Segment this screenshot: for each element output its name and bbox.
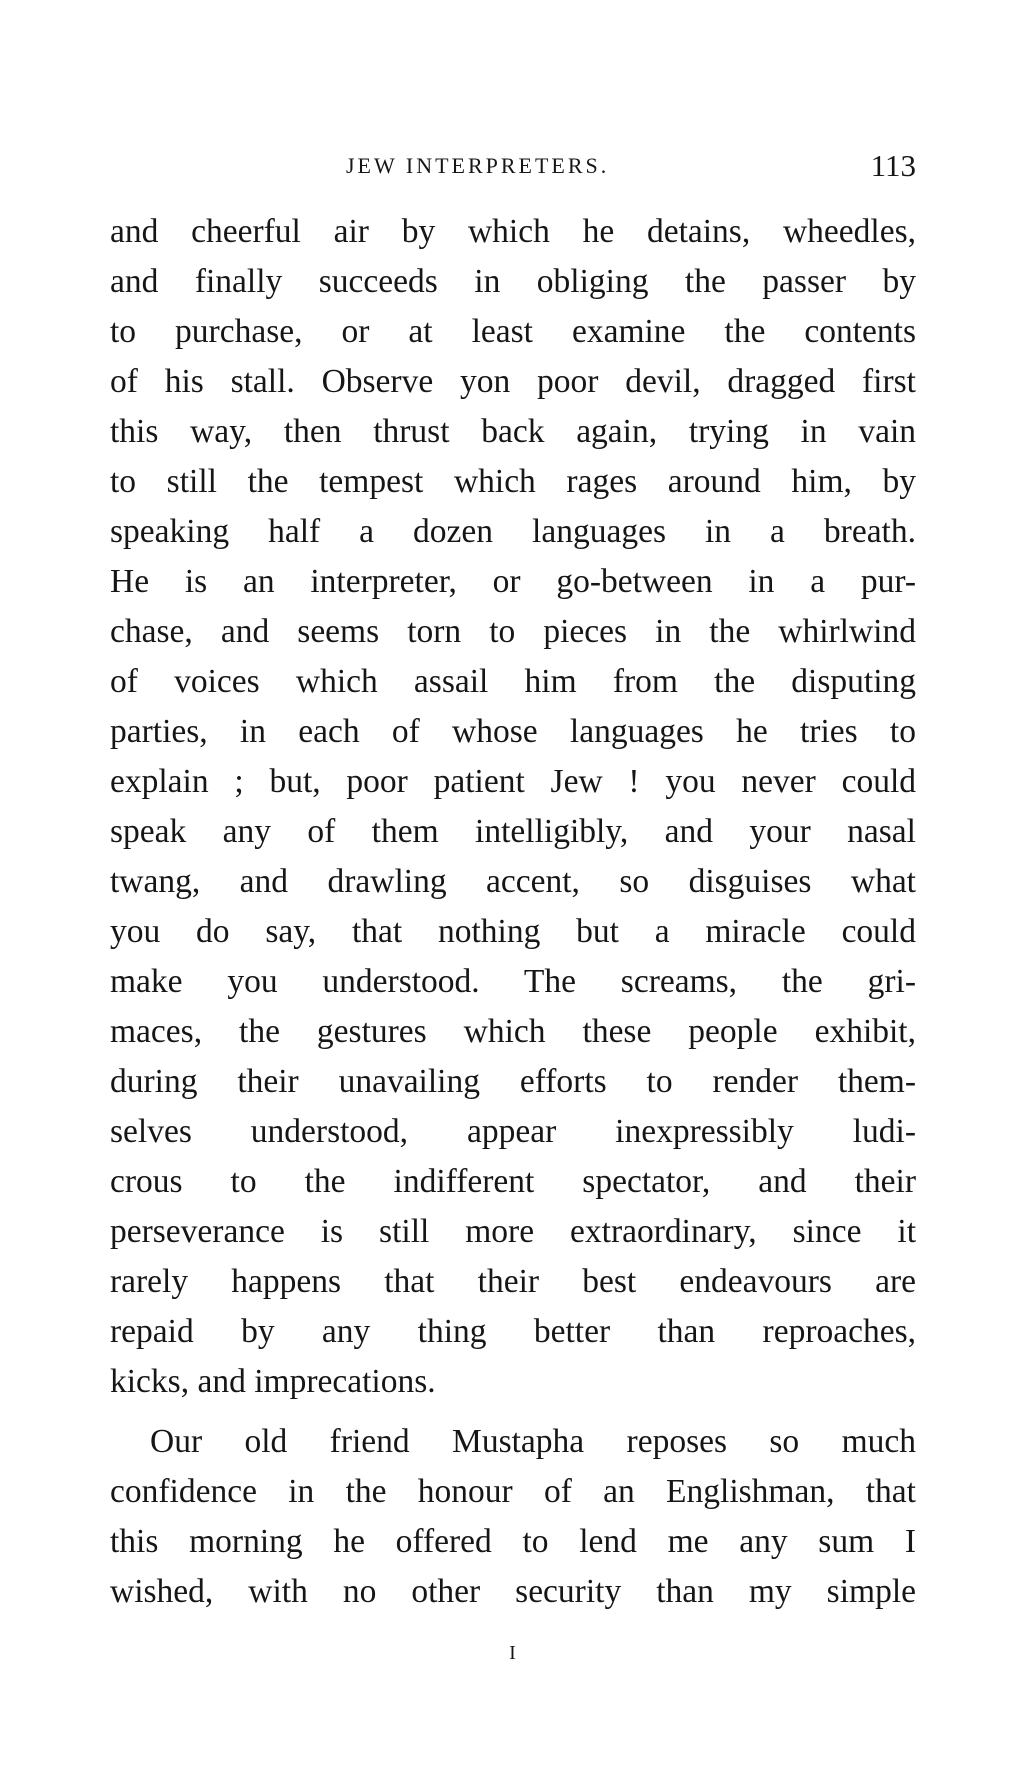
page-number: 113: [870, 148, 916, 183]
text-line: rarely happens that their best endeavours are: [110, 1263, 916, 1300]
text-line: of his stall. Observe yon poor devil, dragged first: [110, 363, 916, 400]
text-line: parties, in each of whose languages he tries to: [110, 713, 916, 750]
text-line: explain ; but, poor patient Jew ! you never could: [110, 763, 916, 800]
text-line: to purchase, or at least examine the contents: [110, 313, 916, 350]
running-head: [110, 146, 916, 186]
text-line: chase, and seems torn to pieces in the whirlwind: [110, 613, 916, 650]
text-line: speaking half a dozen languages in a breath.: [110, 513, 916, 550]
text-line: Our old friend Mustapha reposes so much: [150, 1423, 916, 1460]
text-line: you do say, that nothing but a miracle could: [110, 913, 916, 950]
text-line: confidence in the honour of an Englishman, that: [110, 1473, 916, 1510]
text-line: and cheerful air by which he detains, wheedles,: [110, 213, 916, 250]
text-line: maces, the gestures which these people exhibit,: [110, 1013, 916, 1050]
text-line: make you understood. The screams, the gri-: [110, 963, 916, 1000]
paragraph-1: [110, 207, 916, 1407]
running-title: JEW INTERPRETERS.: [346, 153, 610, 178]
text-line: to still the tempest which rages around him, by: [110, 463, 916, 500]
text-line: speak any of them intelligibly, and your nasal: [110, 813, 916, 850]
text-line: kicks, and imprecations.: [110, 1363, 436, 1400]
signature-mark: I: [509, 1642, 516, 1664]
paragraph-gap: [110, 1407, 916, 1417]
body-text: [110, 207, 916, 1617]
text-line: and finally succeeds in obliging the passer by: [110, 263, 916, 300]
text-line: selves understood, appear inexpressibly ludi-: [110, 1113, 916, 1150]
text-line: of voices which assail him from the disputing: [110, 663, 916, 700]
text-line: this morning he offered to lend me any sum I: [110, 1523, 916, 1560]
text-line: crous to the indifferent spectator, and their: [110, 1163, 916, 1200]
text-line: twang, and drawling accent, so disguises what: [110, 863, 916, 900]
text-line: during their unavailing efforts to render them-: [110, 1063, 916, 1100]
text-line: this way, then thrust back again, trying in vain: [110, 413, 916, 450]
text-line: perseverance is still more extraordinary, since it: [110, 1213, 916, 1250]
text-line: He is an interpreter, or go-between in a pur-: [110, 563, 916, 600]
text-line: wished, with no other security than my simple: [110, 1573, 916, 1610]
text-line: repaid by any thing better than reproaches,: [110, 1313, 916, 1350]
paragraph-2: [110, 1417, 916, 1617]
